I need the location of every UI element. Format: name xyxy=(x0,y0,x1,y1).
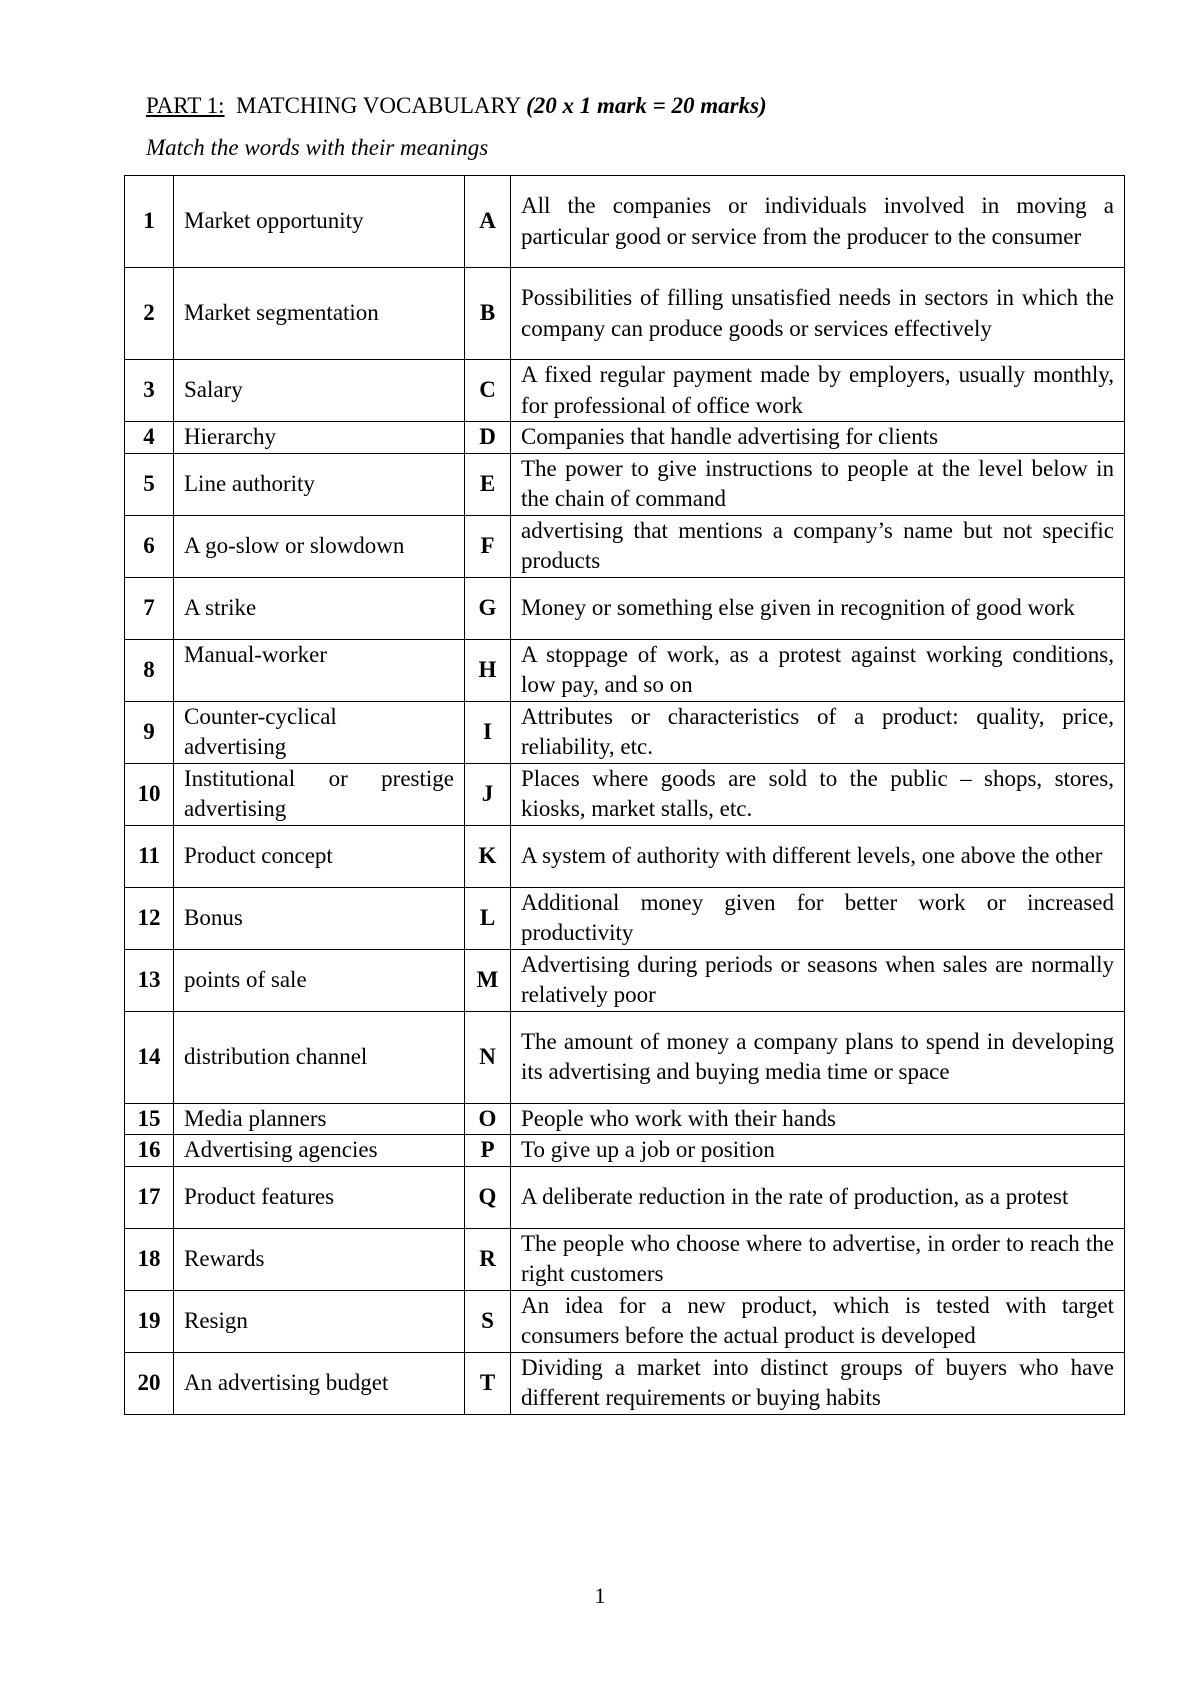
vocabulary-word: Market opportunity xyxy=(174,176,465,268)
vocabulary-word: Media planners xyxy=(174,1103,465,1135)
meaning-text: The power to give instructions to people at the level below in the chain of command xyxy=(511,453,1125,515)
meaning-letter: G xyxy=(465,577,511,639)
row-number: 11 xyxy=(125,825,174,887)
row-number: 16 xyxy=(125,1135,174,1167)
row-number: 18 xyxy=(125,1228,174,1290)
table-row xyxy=(125,763,1125,825)
meaning-text: Companies that handle advertising for clients xyxy=(511,422,1125,454)
meaning-text: Possibilities of filling unsatisfied needs in sectors in which the company can produce goods or services effectively xyxy=(511,268,1125,360)
row-number: 19 xyxy=(125,1290,174,1352)
row-number: 1 xyxy=(125,176,174,268)
instruction-text: Match the words with their meanings xyxy=(146,135,489,160)
vocabulary-word: Hierarchy xyxy=(174,422,465,454)
row-number: 15 xyxy=(125,1103,174,1135)
meaning-letter: B xyxy=(465,268,511,360)
table-row xyxy=(125,949,1125,1011)
meaning-letter: J xyxy=(465,763,511,825)
vocabulary-word: Line authority xyxy=(174,453,465,515)
row-number: 4 xyxy=(125,422,174,454)
table-row xyxy=(125,515,1125,577)
meaning-letter: C xyxy=(465,360,511,422)
meaning-letter: T xyxy=(465,1352,511,1414)
meaning-letter: I xyxy=(465,701,511,763)
table-row xyxy=(125,887,1125,949)
meaning-letter: F xyxy=(465,515,511,577)
meaning-letter: S xyxy=(465,1290,511,1352)
meaning-text: The amount of money a company plans to spend in developing its advertising and buying media time or space xyxy=(511,1011,1125,1103)
meaning-letter: L xyxy=(465,887,511,949)
vocabulary-word: Manual-worker xyxy=(174,639,465,701)
row-number: 14 xyxy=(125,1011,174,1103)
table-row xyxy=(125,577,1125,639)
vocabulary-word: Institutional or prestige advertising xyxy=(174,763,465,825)
vocabulary-word: points of sale xyxy=(174,949,465,1011)
meaning-text: Attributes or characteristics of a product: quality, price, reliability, etc. xyxy=(511,701,1125,763)
vocabulary-word: Market segmentation xyxy=(174,268,465,360)
meaning-text: A system of authority with different levels, one above the other xyxy=(511,825,1125,887)
meaning-text: People who work with their hands xyxy=(511,1103,1125,1135)
vocabulary-word: A strike xyxy=(174,577,465,639)
row-number: 5 xyxy=(125,453,174,515)
meaning-text: Dividing a market into distinct groups of buyers who have different requirements or buying habits xyxy=(511,1352,1125,1414)
table-row xyxy=(125,1135,1125,1167)
vocabulary-word: A go-slow or slowdown xyxy=(174,515,465,577)
table-row xyxy=(125,701,1125,763)
part-label: PART 1: xyxy=(146,93,225,118)
section-title: MATCHING VOCABULARY xyxy=(236,93,521,118)
meaning-text: Places where goods are sold to the public – shops, stores, kiosks, market stalls, etc. xyxy=(511,763,1125,825)
meaning-text: A fixed regular payment made by employers, usually monthly, for professional of office work xyxy=(511,360,1125,422)
meaning-letter: Q xyxy=(465,1166,511,1228)
table-row xyxy=(125,176,1125,268)
table-row xyxy=(125,360,1125,422)
meaning-text: All the companies or individuals involved in moving a particular good or service from the producer to the consumer xyxy=(511,176,1125,268)
meaning-text: The people who choose where to advertise, in order to reach the right customers xyxy=(511,1228,1125,1290)
meaning-letter: D xyxy=(465,422,511,454)
meaning-letter: O xyxy=(465,1103,511,1135)
marks-note: (20 x 1 mark = 20 marks) xyxy=(526,93,767,118)
vocabulary-word: Salary xyxy=(174,360,465,422)
table-row xyxy=(125,422,1125,454)
row-number: 12 xyxy=(125,887,174,949)
table-row xyxy=(125,453,1125,515)
meaning-letter: P xyxy=(465,1135,511,1167)
vocabulary-word: An advertising budget xyxy=(174,1352,465,1414)
vocabulary-word: Product features xyxy=(174,1166,465,1228)
row-number: 20 xyxy=(125,1352,174,1414)
row-number: 2 xyxy=(125,268,174,360)
table-row xyxy=(125,1228,1125,1290)
row-number: 3 xyxy=(125,360,174,422)
section-heading xyxy=(146,91,767,121)
table-row xyxy=(125,1352,1125,1414)
vocabulary-word: Rewards xyxy=(174,1228,465,1290)
row-number: 7 xyxy=(125,577,174,639)
meaning-text: Advertising during periods or seasons when sales are normally relatively poor xyxy=(511,949,1125,1011)
table-row xyxy=(125,1166,1125,1228)
row-number: 6 xyxy=(125,515,174,577)
vocabulary-word: distribution channel xyxy=(174,1011,465,1103)
meaning-text: Money or something else given in recognition of good work xyxy=(511,577,1125,639)
table-row xyxy=(125,268,1125,360)
meaning-text: advertising that mentions a company’s name but not specific products xyxy=(511,515,1125,577)
row-number: 13 xyxy=(125,949,174,1011)
table-row xyxy=(125,825,1125,887)
vocabulary-word: Product concept xyxy=(174,825,465,887)
page-number: 1 xyxy=(594,1583,606,1608)
table-row xyxy=(125,1011,1125,1103)
meaning-letter: M xyxy=(465,949,511,1011)
meaning-letter: N xyxy=(465,1011,511,1103)
meaning-letter: E xyxy=(465,453,511,515)
meaning-text: Additional money given for better work or increased productivity xyxy=(511,887,1125,949)
meaning-letter: H xyxy=(465,639,511,701)
table-row xyxy=(125,1290,1125,1352)
meaning-text: A stoppage of work, as a protest against working conditions, low pay, and so on xyxy=(511,639,1125,701)
meaning-text: A deliberate reduction in the rate of production, as a protest xyxy=(511,1166,1125,1228)
meaning-letter: A xyxy=(465,176,511,268)
row-number: 17 xyxy=(125,1166,174,1228)
table-row xyxy=(125,639,1125,701)
vocabulary-table xyxy=(124,175,1125,1415)
meaning-letter: R xyxy=(465,1228,511,1290)
table-row xyxy=(125,1103,1125,1135)
row-number: 10 xyxy=(125,763,174,825)
vocabulary-word: Bonus xyxy=(174,887,465,949)
meaning-letter: K xyxy=(465,825,511,887)
vocabulary-word: Advertising agencies xyxy=(174,1135,465,1167)
row-number: 9 xyxy=(125,701,174,763)
vocabulary-word: Counter-cyclical advertising xyxy=(174,701,465,763)
meaning-text: An idea for a new product, which is tested with target consumers before the actual product is developed xyxy=(511,1290,1125,1352)
row-number: 8 xyxy=(125,639,174,701)
vocabulary-word: Resign xyxy=(174,1290,465,1352)
meaning-text: To give up a job or position xyxy=(511,1135,1125,1167)
